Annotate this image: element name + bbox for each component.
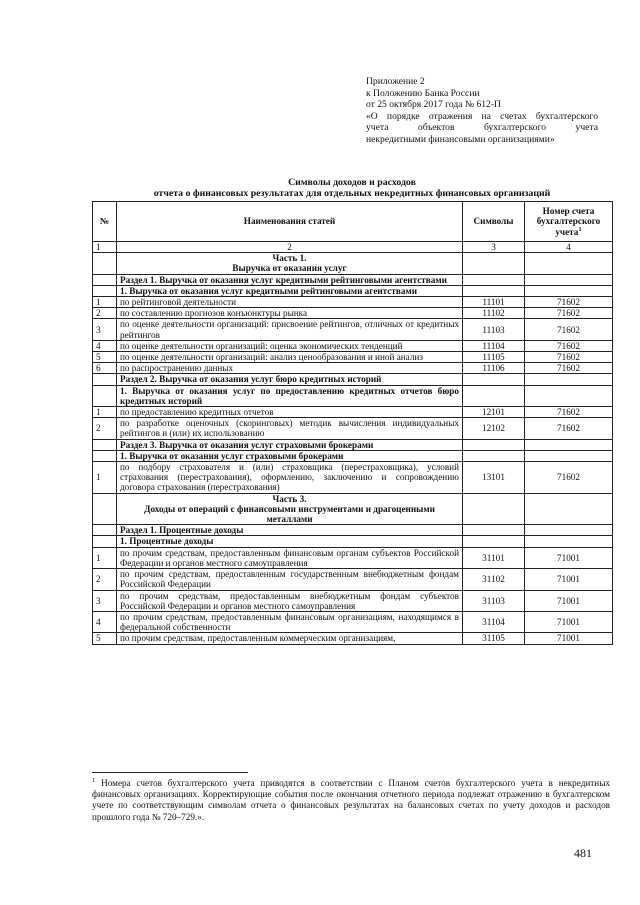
row-number: 3 xyxy=(93,319,117,340)
appendix-line: некредитными финансовыми организациями» xyxy=(366,133,555,145)
row-account: 71602 xyxy=(525,462,613,494)
row-account: 71602 xyxy=(525,308,613,319)
header-no: № xyxy=(93,202,117,242)
table-row xyxy=(93,536,613,547)
column-number: 1 xyxy=(93,242,117,253)
row-account: 71602 xyxy=(525,297,613,308)
row-name: 1. Выручка от оказания услуг страховыми брокерами xyxy=(117,450,463,461)
row-symbol xyxy=(463,374,525,385)
table-row xyxy=(93,363,613,374)
table-row xyxy=(93,569,613,590)
row-name: по оценке деятельности организаций: оценка экономических тенденций xyxy=(117,340,463,351)
table-row xyxy=(93,611,613,632)
row-name: по оценке деятельности организаций: присвоение рейтингов, отличных от кредитных рейтингов xyxy=(117,319,463,340)
row-account xyxy=(525,274,613,285)
row-number xyxy=(93,450,117,461)
table-row xyxy=(93,590,613,611)
row-account: 71001 xyxy=(525,569,613,590)
footnote-ref: 1 xyxy=(578,225,582,233)
table-row xyxy=(93,439,613,450)
column-number: 4 xyxy=(525,242,613,253)
footnote xyxy=(92,778,610,823)
title-line-1: Символы доходов и расходов xyxy=(288,177,416,188)
appendix-line: «О порядке отражения на счетах бухгалтерского xyxy=(366,110,598,122)
header-row xyxy=(93,202,613,242)
row-name: Раздел 2. Выручка от оказания услуг бюро кредитных историй xyxy=(117,374,463,385)
row-symbol: 12101 xyxy=(463,407,525,418)
row-account: 71602 xyxy=(525,319,613,340)
row-symbol xyxy=(463,285,525,296)
row-number: 5 xyxy=(93,633,117,644)
table-row xyxy=(93,418,613,439)
row-account: 71602 xyxy=(525,340,613,351)
column-number: 3 xyxy=(463,242,525,253)
row-name: по составлению прогнозов конъюнктуры рынка xyxy=(117,308,463,319)
row-account xyxy=(525,385,613,406)
row-number xyxy=(93,536,117,547)
row-name: по прочим средствам, предоставленным финансовым органам субъектов Российской Федерации и органов местного самоуправления xyxy=(117,547,463,568)
row-account xyxy=(525,253,613,274)
appendix-line: учета объектов бухгалтерского учета xyxy=(366,122,598,133)
header-account-text: Номер счета бухгалтерского учета xyxy=(536,205,601,237)
row-symbol: 31103 xyxy=(463,590,525,611)
row-number xyxy=(93,493,117,525)
row-number: 4 xyxy=(93,340,117,351)
row-number xyxy=(93,439,117,450)
footnote-marker: 1 xyxy=(92,776,96,784)
row-account: 71602 xyxy=(525,418,613,439)
row-account xyxy=(525,374,613,385)
footnote-text: Номера счетов бухгалтерского учета приводятся в соответствии с Планом счетов бухгалтерского учета в некредитных финансовых организациях. Корректирующие события после окончания отчетного периода подлежат отражению в бухгалтерском учете по соответствующим символам отчета о финансовых результатах на балансовых счетах по учету доходов и расходов прошлого года № 720–729.». xyxy=(92,778,610,822)
row-name: Раздел 1. Выручка от оказания услуг кредитными рейтинговыми агентствами xyxy=(117,274,463,285)
row-account: 71001 xyxy=(525,590,613,611)
row-name: по оценке деятельности организаций: анализ ценообразования и иной анализ xyxy=(117,352,463,363)
row-name: по разработке оценочных (скоринговых) методик вычисления индивидуальных рейтингов и (или) их использованию xyxy=(117,418,463,439)
row-account: 71001 xyxy=(525,633,613,644)
row-number: 1 xyxy=(93,407,117,418)
row-number: 2 xyxy=(93,308,117,319)
table-row xyxy=(93,633,613,644)
row-symbol: 11101 xyxy=(463,297,525,308)
row-symbol xyxy=(463,253,525,274)
row-account: 71602 xyxy=(525,407,613,418)
row-name: по прочим средствам, предоставленным финансовым организациям, находящимся в федеральной собственности xyxy=(117,611,463,632)
row-name: по распространению данных xyxy=(117,363,463,374)
row-name: Часть 1. Выручка от оказания услуг xyxy=(117,253,463,274)
row-symbol xyxy=(463,493,525,525)
row-symbol: 31104 xyxy=(463,611,525,632)
row-symbol: 11102 xyxy=(463,308,525,319)
row-name: Раздел 1. Процентные доходы xyxy=(117,525,463,536)
title-line-2: отчета о финансовых результатах для отдельных некредитных финансовых организаций xyxy=(153,188,551,199)
row-symbol: 31102 xyxy=(463,569,525,590)
table-row xyxy=(93,525,613,536)
row-name: Часть 3. Доходы от операций с финансовыми инструментами и драгоценными металлами xyxy=(117,493,463,525)
row-number: 4 xyxy=(93,611,117,632)
header-account xyxy=(525,202,613,242)
document-title xyxy=(92,177,612,199)
header-symbol: Символы xyxy=(463,202,525,242)
row-symbol: 13101 xyxy=(463,462,525,494)
row-number xyxy=(93,274,117,285)
table-row xyxy=(93,274,613,285)
table-row xyxy=(93,340,613,351)
row-name: 1. Выручка от оказания услуг по предоставлению кредитных отчетов бюро кредитных историй xyxy=(117,385,463,406)
row-name: 1. Процентные доходы xyxy=(117,536,463,547)
table-row xyxy=(93,462,613,494)
header-name: Наименования статей xyxy=(117,202,463,242)
row-name: по прочим средствам, предоставленным коммерческим организациям, xyxy=(117,633,463,644)
table-row xyxy=(93,285,613,296)
row-account: 71001 xyxy=(525,611,613,632)
appendix-line: к Положению Банка России xyxy=(366,87,480,99)
row-symbol: 11104 xyxy=(463,340,525,351)
row-number: 2 xyxy=(93,569,117,590)
row-symbol: 31105 xyxy=(463,633,525,644)
row-name: по подбору страхователя и (или) страховщика (перестраховщика), условий страхования (перестрахования), оформлению, заключению и сопровождению договора страхования (перестрахования) xyxy=(117,462,463,494)
table-row xyxy=(93,352,613,363)
table-row xyxy=(93,547,613,568)
table-row xyxy=(93,407,613,418)
row-number xyxy=(93,525,117,536)
table-row xyxy=(93,308,613,319)
page-number: 481 xyxy=(574,846,592,860)
table-body xyxy=(93,253,613,644)
row-account xyxy=(525,450,613,461)
row-number xyxy=(93,385,117,406)
appendix-line: Приложение 2 xyxy=(366,76,425,87)
row-symbol xyxy=(463,536,525,547)
row-symbol xyxy=(463,439,525,450)
row-number: 6 xyxy=(93,363,117,374)
row-account: 71602 xyxy=(525,352,613,363)
row-symbol xyxy=(463,450,525,461)
row-account xyxy=(525,439,613,450)
row-name: по рейтинговой деятельности xyxy=(117,297,463,308)
table-row xyxy=(93,385,613,406)
row-symbol xyxy=(463,385,525,406)
table-row xyxy=(93,493,613,525)
row-symbol: 11105 xyxy=(463,352,525,363)
row-account xyxy=(525,536,613,547)
row-name: Раздел 3. Выручка от оказания услуг страховыми брокерами xyxy=(117,439,463,450)
row-account: 71602 xyxy=(525,363,613,374)
row-account xyxy=(525,525,613,536)
symbols-table xyxy=(92,201,613,645)
row-number: 5 xyxy=(93,352,117,363)
row-number: 1 xyxy=(93,297,117,308)
table-row xyxy=(93,297,613,308)
row-number: 1 xyxy=(93,547,117,568)
row-number: 1 xyxy=(93,462,117,494)
row-name: по предоставлению кредитных отчетов xyxy=(117,407,463,418)
row-name: 1. Выручка от оказания услуг кредитными рейтинговыми агентствами xyxy=(117,285,463,296)
row-symbol xyxy=(463,274,525,285)
table-row xyxy=(93,450,613,461)
row-number xyxy=(93,374,117,385)
table-row xyxy=(93,374,613,385)
row-symbol: 11106 xyxy=(463,363,525,374)
appendix-reference xyxy=(366,76,598,145)
table-row xyxy=(93,319,613,340)
row-symbol xyxy=(463,525,525,536)
row-number: 3 xyxy=(93,590,117,611)
appendix-line: от 25 октября 2017 года № 612-П xyxy=(366,99,501,110)
row-number: 2 xyxy=(93,418,117,439)
row-symbol: 31101 xyxy=(463,547,525,568)
footnote-divider xyxy=(92,772,248,773)
row-account xyxy=(525,285,613,296)
row-number xyxy=(93,285,117,296)
table-row xyxy=(93,253,613,274)
column-number: 2 xyxy=(117,242,463,253)
row-account: 71001 xyxy=(525,547,613,568)
row-name: по прочим средствам, предоставленным государственным внебюджетным фондам Российской Федерации xyxy=(117,569,463,590)
row-number xyxy=(93,253,117,274)
row-name: по прочим средствам, предоставленным внебюджетным фондам субъектов Российской Федерации и органов местного самоуправления xyxy=(117,590,463,611)
column-number-row xyxy=(93,242,613,253)
row-symbol: 12102 xyxy=(463,418,525,439)
row-account xyxy=(525,493,613,525)
row-symbol: 11103 xyxy=(463,319,525,340)
